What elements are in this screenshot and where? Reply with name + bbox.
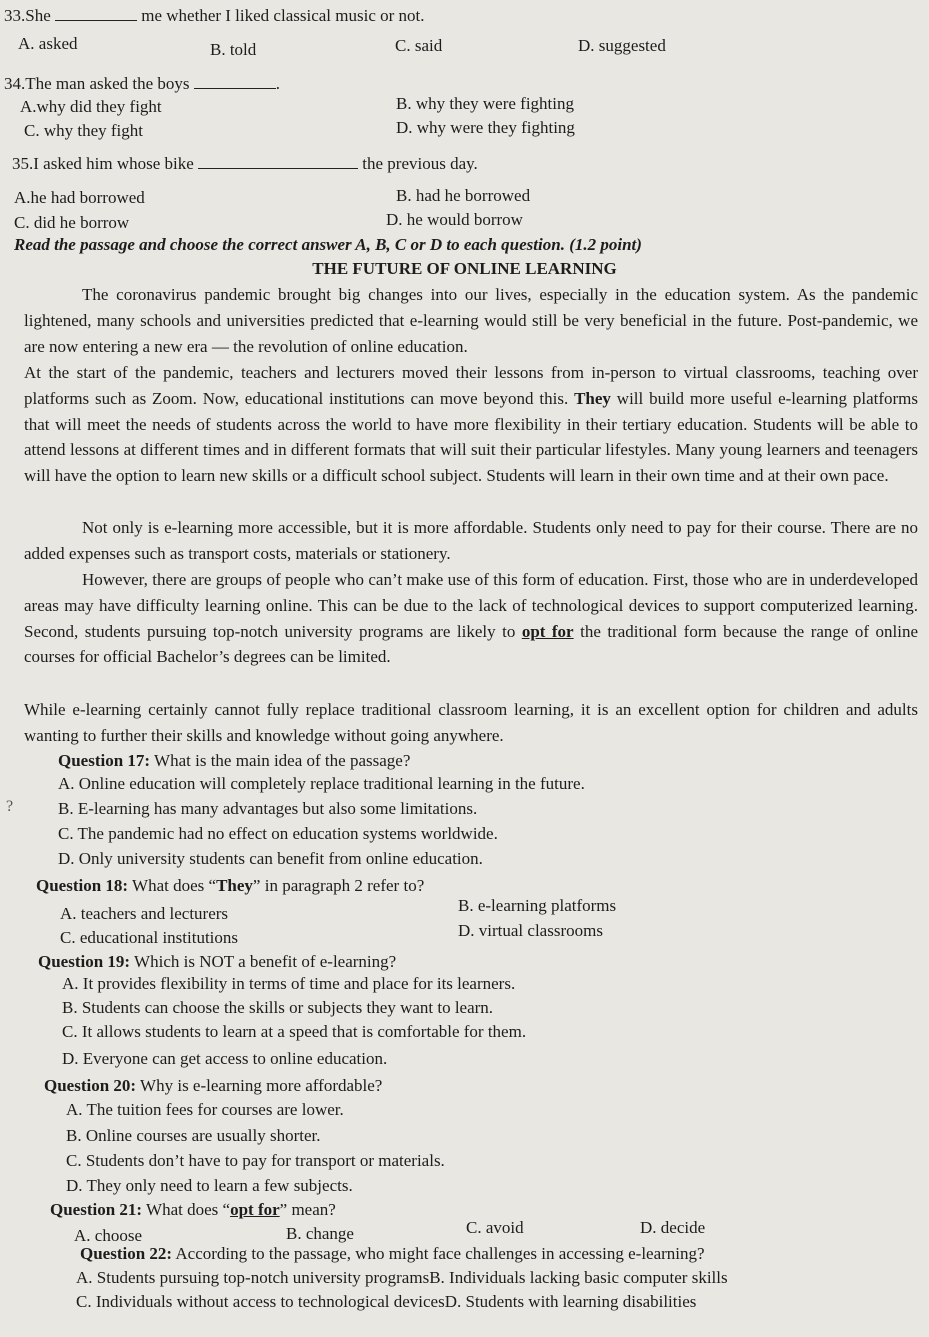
q20-option-b: B. Online courses are usually shorter. bbox=[66, 1126, 321, 1145]
q22-stem bbox=[80, 1244, 705, 1264]
q34-option-d: D. why were they fighting bbox=[396, 118, 575, 137]
passage-paragraph-5 bbox=[24, 697, 918, 749]
q18-text-b: ” in paragraph 2 refer to? bbox=[252, 876, 425, 895]
q34-stem-end: . bbox=[275, 74, 281, 93]
q33-stem bbox=[4, 6, 425, 26]
q21-option-d: D. decide bbox=[640, 1218, 706, 1237]
paragraph-2-text-a: At the start of the pandemic, teachers and lecturers moved their lessons from in-person to virtual classrooms, teaching over platforms such as Zoom. Now, educational institutions can move beyond this. bbox=[24, 363, 918, 408]
q17-option-b: B. E-learning has many advantages but also some limitations. bbox=[58, 799, 478, 818]
q33-stem-suffix: me whether I liked classical music or not. bbox=[141, 6, 425, 25]
q22-option-c: C. Individuals without access to technological devices bbox=[76, 1292, 445, 1311]
q18-option-b: B. e-learning platforms bbox=[458, 896, 617, 915]
q33-option-b: B. told bbox=[210, 40, 257, 59]
q21-option-b: B. change bbox=[286, 1224, 354, 1243]
q33-option-d: D. suggested bbox=[578, 36, 666, 55]
q18-text-a: What does “ bbox=[132, 876, 217, 895]
q34-stem-text: 34.The man asked the boys bbox=[4, 74, 190, 93]
q22-label: Question 22: bbox=[80, 1244, 173, 1263]
q17-label: Question 17: bbox=[58, 751, 151, 770]
q22-option-a: A. Students pursuing top-notch university programs bbox=[76, 1268, 430, 1287]
paragraph-5-text: While e-learning certainly cannot fully replace traditional classroom learning, it is an excellent option for children and adults wanting to further their skills and knowledge without going anywhere. bbox=[24, 700, 918, 745]
q33-option-c: C. said bbox=[395, 36, 443, 55]
q21-option-c: C. avoid bbox=[466, 1218, 524, 1237]
paragraph-4-opt-for: opt for bbox=[521, 621, 574, 641]
q22-options-ab bbox=[76, 1268, 728, 1288]
q19-option-c: C. It allows students to learn at a speed that is comfortable for them. bbox=[62, 1022, 527, 1041]
q22-text: According to the passage, who might face challenges in accessing e-learning? bbox=[175, 1244, 705, 1263]
q20-stem bbox=[44, 1076, 382, 1096]
q21-stem bbox=[50, 1200, 336, 1220]
q20-text: Why is e-learning more affordable? bbox=[140, 1076, 383, 1095]
q19-text: Which is NOT a benefit of e-learning? bbox=[134, 952, 397, 971]
q20-label: Question 20: bbox=[44, 1076, 137, 1095]
q22-option-d: D. Students with learning disabilities bbox=[444, 1292, 697, 1311]
q35-option-a: A.he had borrowed bbox=[14, 188, 145, 207]
paragraph-4-text-b: the traditional form because the range of online courses for official Bachelor’s degrees can be limited. bbox=[24, 621, 919, 667]
q21-option-a: A. choose bbox=[74, 1226, 142, 1245]
q19-option-d: D. Everyone can get access to online education. bbox=[62, 1049, 388, 1068]
q35-option-d: D. he would borrow bbox=[386, 210, 523, 229]
q34-blank bbox=[194, 74, 276, 89]
q35-stem-suffix: the previous day. bbox=[362, 154, 478, 173]
q18-option-a: A. teachers and lecturers bbox=[60, 904, 229, 923]
paragraph-3-text: Not only is e-learning more accessible, but it is more affordable. Students only need to pay for their course. There are no added expenses such as transport costs, materials or stationery. bbox=[24, 518, 918, 563]
q33-blank bbox=[55, 6, 137, 21]
q20-option-c: C. Students don’t have to pay for transport or materials. bbox=[66, 1151, 445, 1170]
q20-option-a: A. The tuition fees for courses are lower. bbox=[66, 1100, 344, 1119]
q35-option-c: C. did he borrow bbox=[14, 213, 130, 232]
q17-option-a: A. Online education will completely replace traditional learning in the future. bbox=[58, 774, 585, 793]
q21-text-opt: opt for bbox=[230, 1200, 280, 1219]
q17-option-d: D. Only university students can benefit from online education. bbox=[58, 849, 483, 868]
paragraph-2-text-b: will build more useful e-learning platforms that will meet the needs of students across the world to have more flexibility in their tertiary education. Students will be able to attend lessons at different times and in different formats that will suit their particular lifestyles. Many young learners and teenagers will have the option to learn new skills or a difficult school subject. Students will learn in their own time and at their own pace. bbox=[24, 388, 919, 486]
reading-instruction: Read the passage and choose the correct answer A, B, C or D to each question. (1.2 point) bbox=[14, 235, 642, 254]
q18-label: Question 18: bbox=[36, 876, 129, 895]
q35-stem bbox=[12, 154, 478, 174]
passage-paragraph-1 bbox=[24, 282, 918, 359]
passage-title: THE FUTURE OF ONLINE LEARNING bbox=[312, 259, 617, 278]
q21-text-a: What does “ bbox=[146, 1200, 231, 1219]
q18-option-c: C. educational institutions bbox=[60, 928, 239, 947]
q33-stem-prefix: 33.She bbox=[4, 6, 51, 25]
paragraph-2-they: They bbox=[574, 388, 611, 408]
q17-margin-mark: ? bbox=[6, 798, 14, 815]
q17-option-c: C. The pandemic had no effect on education systems worldwide. bbox=[58, 824, 498, 843]
q33-option-a: A. asked bbox=[18, 34, 78, 53]
paragraph-4-text-a: However, there are groups of people who can’t make use of this form of education. First, those who are in underdeveloped areas may have difficulty learning online. This can be due to the lack of technological devices to support computerized learning. Second, students pursuing top-notch university programs are likely to bbox=[24, 570, 918, 641]
q19-stem bbox=[38, 952, 396, 972]
passage-paragraph-4 bbox=[24, 567, 918, 670]
passage-paragraph-3 bbox=[24, 515, 918, 567]
q19-option-a: A. It provides flexibility in terms of time and place for its learners. bbox=[62, 974, 516, 993]
q35-blank bbox=[198, 154, 358, 169]
q20-option-d: D. They only need to learn a few subjects. bbox=[66, 1176, 353, 1195]
q21-text-b: ” mean? bbox=[279, 1200, 336, 1219]
q18-text-they: They bbox=[216, 876, 253, 895]
q34-option-a: A.why did they fight bbox=[20, 97, 162, 116]
q18-stem bbox=[36, 876, 424, 896]
q35-option-b: B. had he borrowed bbox=[396, 186, 531, 205]
paragraph-1-text: The coronavirus pandemic brought big changes into our lives, especially in the education system. As the pandemic lightened, many schools and universities predicted that e-learning would still be very beneficial in the future. Post-pandemic, we are now entering a new era — the revolution of online education. bbox=[24, 285, 918, 356]
q22-option-b: B. Individuals lacking basic computer skills bbox=[429, 1268, 728, 1287]
q34-option-b: B. why they were fighting bbox=[396, 94, 574, 113]
q21-label: Question 21: bbox=[50, 1200, 143, 1219]
q19-option-b: B. Students can choose the skills or subjects they want to learn. bbox=[62, 998, 494, 1017]
q34-stem bbox=[4, 74, 280, 94]
q22-options-cd bbox=[76, 1292, 696, 1312]
q18-option-d: D. virtual classrooms bbox=[458, 921, 603, 940]
q17-stem bbox=[58, 751, 410, 771]
q19-label: Question 19: bbox=[38, 952, 131, 971]
passage-paragraph-2 bbox=[24, 360, 918, 489]
q17-text: What is the main idea of the passage? bbox=[154, 751, 411, 770]
q34-option-c: C. why they fight bbox=[24, 121, 143, 140]
q35-stem-text: 35.I asked him whose bike bbox=[12, 154, 194, 173]
